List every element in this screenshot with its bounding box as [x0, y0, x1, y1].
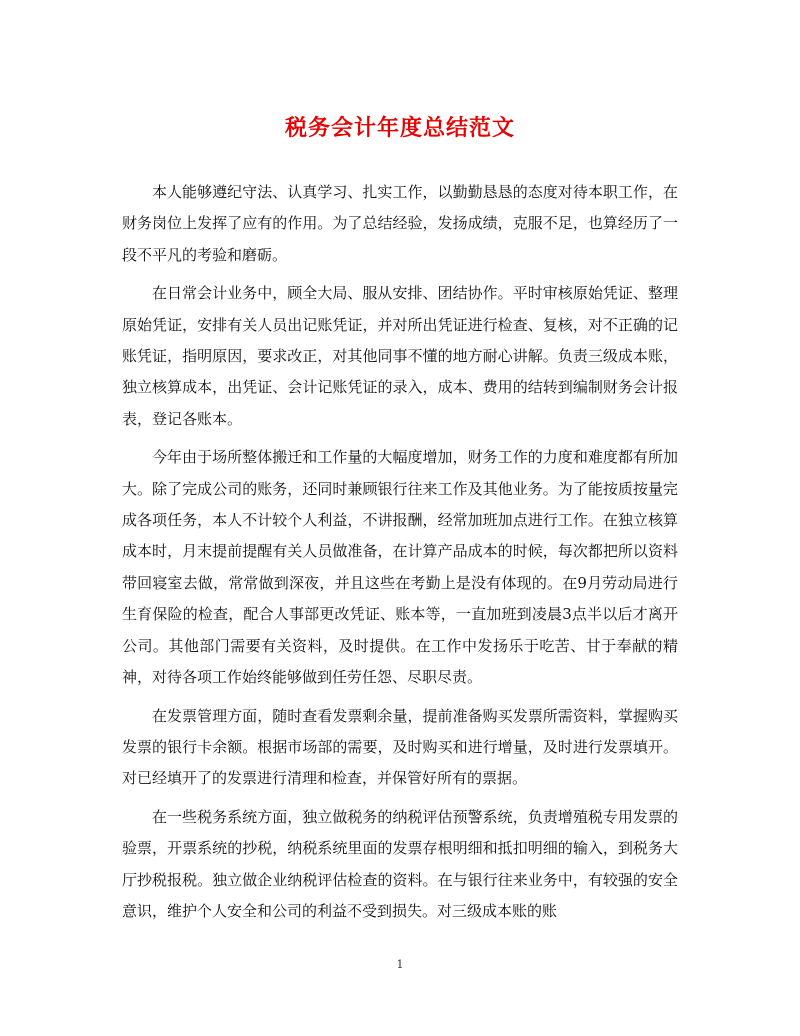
paragraph-4: 在发票管理方面，随时查看发票剩余量，提前准备购买发票所需资料，掌握购买发票的银行卡余额。根据市场部的需要，及时购买和进行增量，及时进行发票填开。对已经填开了的发票进行清理和检查，并保管好所有的票据。 — [122, 706, 678, 788]
paragraph-5: 在一些税务系统方面，独立做税务的纳税评估预警系统，负责增殖税专用发票的验票，开票系统的抄税，纳税系统里面的发票存根明细和抵扣明细的输入，到税务大厅抄税报税。独立做企业纳税评估检查的资料。在与银行往来业务中，有较强的安全意识，维护个人安全和公司的利益不受到损失。对三级成本账的账 — [122, 807, 678, 920]
paragraph-1: 本人能够遵纪守法、认真学习、扎实工作，以勤勤恳恳的态度对待本职工作，在财务岗位上发挥了应有的作用。为了总结经验，发扬成绩，克服不足，也算经历了一段不平凡的考验和磨砺。 — [122, 183, 678, 264]
document-title: 税务会计年度总结范文 — [284, 115, 515, 141]
paragraph-2: 在日常会计业务中，顾全大局、服从安排、团结协作。平时审核原始凭证、整理原始凭证，安排有关人员出记账凭证，并对所出凭证进行检查、复核，对不正确的记账凭证，指明原因，要求改正，对其他同事不懂的地方耐心讲解。负责三级成本账，独立核算成本，出凭证、会计记账凭证的录入，成本、费用的结转到编制财务会计报表，登记各账本。 — [122, 284, 678, 428]
page-number: 1 — [396, 958, 404, 971]
paragraph-3: 今年由于场所整体搬迁和工作量的大幅度增加，财务工作的力度和难度都有所加大。除了完成公司的账务，还同时兼顾银行往来工作及其他业务。为了能按质按量完成各项任务，本人不计较个人利益，不讲报酬，经常加班加点进行工作。在独立核算成本时，月末提前提醒有关人员做准备，在计算产品成本的时候，每次都把所以资料带回寝室去做，常常做到深夜，并且这些在考勤上是没有体现的。在9月劳动局进行生育保险的检查，配合人事部更改凭证、账本等，一直加班到凌晨3点半以后才离开公司。其他部门需要有关资料，及时提供。在工作中发扬乐于吃苦、甘于奉献的精神，对待各项工作始终能够做到任劳任怨、尽职尽责。 — [122, 448, 678, 687]
document-body — [122, 177, 678, 934]
